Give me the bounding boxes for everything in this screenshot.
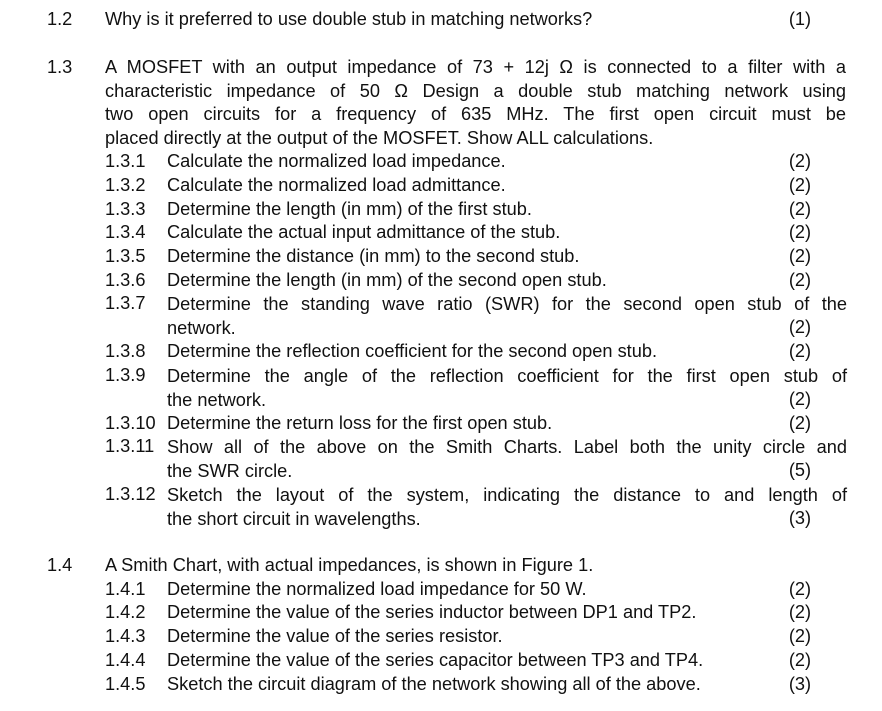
subquestion-text-line: Determine the angle of the reflection coefficient for the first open stub of <box>167 366 847 386</box>
subquestion-text: Determine the distance (in mm) to the second stub. <box>167 246 580 266</box>
subquestion-text: Determine the length (in mm) of the first stub. <box>167 199 532 219</box>
subquestion-text: Determine the length (in mm) of the second open stub. <box>167 270 607 290</box>
subquestion-number: 1.3.4 <box>105 222 146 242</box>
subquestion-number: 1.3.12 <box>105 484 156 504</box>
subquestion-text: Determine the reflection coefficient for the second open stub. <box>167 341 658 361</box>
subquestion-marks: (2) <box>788 175 812 195</box>
question-text-line: placed directly at the output of the MOSFET. Show ALL calculations. <box>105 127 654 148</box>
question-text: A Smith Chart, with actual impedances, is shown in Figure 1. <box>105 555 594 575</box>
subquestion-marks: (2) <box>788 151 812 171</box>
question-text-line: two open circuits for a frequency of 635 MHz. The first open circuit must be <box>105 104 846 124</box>
question-text-line: characteristic impedance of 50 Ω Design a double stub matching network using <box>105 80 846 101</box>
subquestion-marks: (2) <box>788 626 812 646</box>
subquestion-text: Determine the value of the series capacitor between TP3 and TP4. <box>167 650 704 670</box>
subquestion-text-line: the SWR circle. <box>167 460 293 481</box>
question-text: Why is it preferred to use double stub in matching networks? <box>105 9 593 29</box>
subquestion-number: 1.3.6 <box>105 270 146 290</box>
subquestion-text: Determine the return loss for the first open stub. <box>167 413 553 433</box>
subquestion-number: 1.3.8 <box>105 341 146 361</box>
subquestion-text-line: network. <box>167 317 236 338</box>
subquestion-marks: (2) <box>788 341 812 361</box>
subquestion-text-line: Sketch the layout of the system, indicating the distance to and length of <box>167 485 847 505</box>
question-number: 1.2 <box>47 9 73 29</box>
subquestion-marks: (2) <box>788 413 812 433</box>
question-text-line: A MOSFET with an output impedance of 73 + 12j Ω is connected to a filter with a <box>105 57 846 77</box>
subquestion-number: 1.3.9 <box>105 365 146 385</box>
subquestion-text: Sketch the circuit diagram of the network showing all of the above. <box>167 674 701 694</box>
subquestion-marks: (2) <box>788 199 812 219</box>
subquestion-number: 1.4.5 <box>105 674 146 694</box>
subquestion-marks: (5) <box>788 460 812 480</box>
subquestion-number: 1.3.11 <box>105 436 155 456</box>
subquestion-text-line: the short circuit in wavelengths. <box>167 508 421 529</box>
subquestion-text: Calculate the actual input admittance of the stub. <box>167 222 561 242</box>
subquestion-text: Determine the value of the series inductor between DP1 and TP2. <box>167 602 697 622</box>
subquestion-marks: (3) <box>788 674 812 694</box>
subquestion-number: 1.3.7 <box>105 293 146 313</box>
subquestion-marks: (2) <box>788 579 812 599</box>
subquestion-text <box>167 436 847 483</box>
subquestion-marks: (3) <box>788 508 812 528</box>
subquestion-number: 1.4.2 <box>105 602 146 622</box>
subquestion-text <box>167 293 847 340</box>
subquestion-text <box>167 484 847 531</box>
subquestion-number: 1.3.5 <box>105 246 146 266</box>
subquestion-number: 1.3.10 <box>105 413 156 433</box>
subquestion-marks: (2) <box>788 270 812 290</box>
subquestion-text: Calculate the normalized load impedance. <box>167 151 506 171</box>
subquestion-text: Determine the normalized load impedance for 50 W. <box>167 579 587 599</box>
question-marks: (1) <box>788 9 812 29</box>
subquestion-text-line: Show all of the above on the Smith Charts. Label both the unity circle and <box>167 437 847 457</box>
subquestion-marks: (2) <box>788 317 812 337</box>
subquestion-number: 1.4.4 <box>105 650 146 670</box>
subquestion-marks: (2) <box>788 222 812 242</box>
subquestion-marks: (2) <box>788 246 812 266</box>
subquestion-text: Determine the value of the series resistor. <box>167 626 503 646</box>
question-number: 1.3 <box>47 57 73 77</box>
subquestion-marks: (2) <box>788 650 812 670</box>
subquestion-number: 1.4.1 <box>105 579 146 599</box>
subquestion-number: 1.3.1 <box>105 151 146 171</box>
question-number: 1.4 <box>47 555 73 575</box>
subquestion-marks: (2) <box>788 602 812 622</box>
subquestion-text: Calculate the normalized load admittance. <box>167 175 506 195</box>
question-text <box>105 56 846 150</box>
subquestion-text <box>167 365 847 412</box>
subquestion-number: 1.3.3 <box>105 199 146 219</box>
subquestion-marks: (2) <box>788 389 812 409</box>
subquestion-text-line: the network. <box>167 389 267 410</box>
subquestion-number: 1.3.2 <box>105 175 146 195</box>
subquestion-text-line: Determine the standing wave ratio (SWR) for the second open stub of the <box>167 294 847 314</box>
subquestion-number: 1.4.3 <box>105 626 146 646</box>
